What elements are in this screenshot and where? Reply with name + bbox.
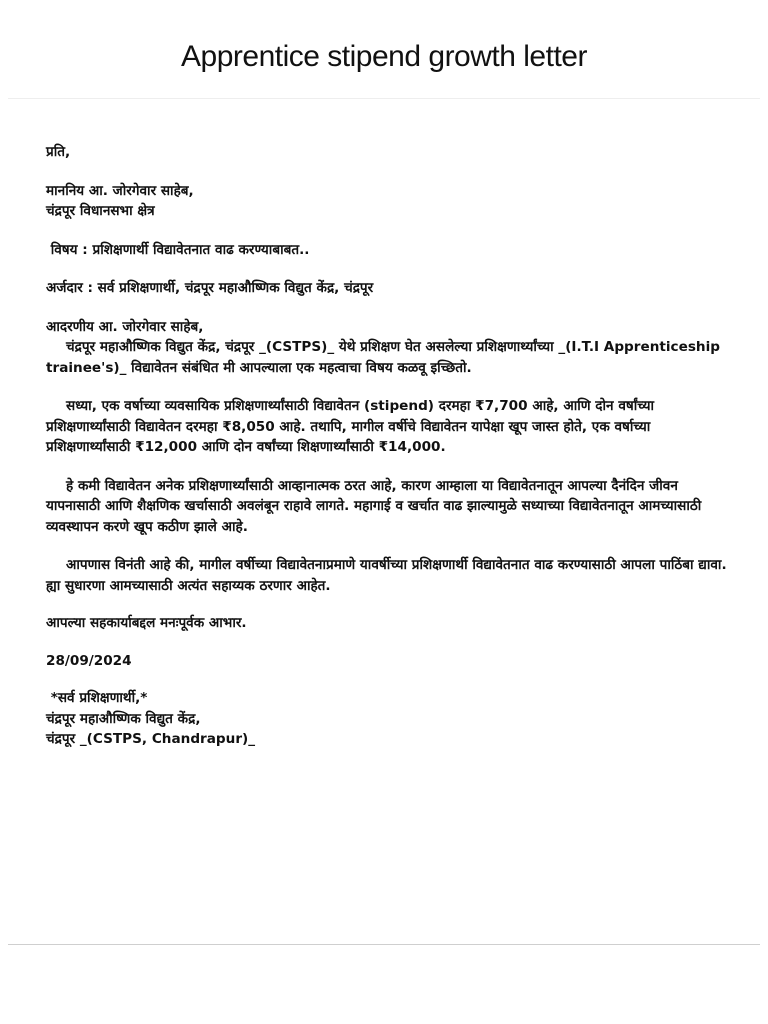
signoff-place: चंद्रपूर _(CSTPS, Chandrapur)_	[46, 731, 256, 747]
title-divider	[8, 98, 760, 99]
recipient-constituency: चंद्रपूर विधानसभा क्षेत्र	[46, 203, 155, 219]
recipient-name: माननिय आ. जोरगेवार साहेब,	[46, 182, 194, 199]
footer-divider	[8, 944, 760, 945]
letter-applicant: अर्जदार : सर्व प्रशिक्षणार्थी, चंद्रपूर महाऔष्णिक विद्युत केंद्र, चंद्रपूर	[46, 280, 374, 296]
signoff-group: *सर्व प्रशिक्षणार्थी,*	[46, 690, 148, 706]
letter-paragraph-stipend: सध्या, एक वर्षाच्या व्यवसायिक प्रशिक्षणार्थ्यांसाठी विद्यावेतन (stipend) दरमहा ₹7,700 आहे, आणि दोन वर्षांच्या प्रशिक्षणार्थ्यांसाठी विद्यावेतन दरमहा ₹8,050 आहे. तथापि, मागील वर्षीचे विद्यावेतन यापेक्षा खूप जास्त होते, एक वर्षाच्या प्रशिक्षणार्थ्यांसाठी ₹12,000 आणि दोन वर्षांच्या शिक्षणार्थ्यांसाठी ₹14,000.	[46, 398, 655, 455]
letter-paragraph-request: आपणास विनंती आहे की, मागील वर्षीच्या विद्यावेतनाप्रमाणे यावर्षीच्या प्रशिक्षणार्थी विद्यावेतनात वाढ करण्यासाठी आपला पाठिंबा द्यावा. ह्या सुधारणा आमच्यासाठी अत्यंत सहाय्यक ठरणार आहेत.	[46, 557, 727, 594]
letter-date: 28/09/2024	[46, 652, 132, 669]
letter-paragraph-hardship: हे कमी विद्यावेतन अनेक प्रशिक्षणार्थ्यांसाठी आव्हानात्मक ठरत आहे, कारण आम्हाला या विद्यावेतनातून आपल्या दैनंदिन जीवन यापनासाठी आणि शैक्षणिक खर्चासाठी अवलंबून राहावे लागते. महागाई व खर्चात वाढ झाल्यामुळे सध्याच्या विद्यावेतनातून आमच्यासाठी व्यवस्थापन करणे खूप कठीण झाले आहे.	[46, 477, 702, 535]
page-title: Apprentice stipend growth letter	[181, 40, 587, 73]
letter-paragraph-intro: चंद्रपूर महाऔष्णिक विद्युत केंद्र, चंद्रपूर _(CSTPS)_ येथे प्रशिक्षण घेत असलेल्या प्रशिक्षणार्थ्यांच्या _(I.T.I Apprenticeship trainee's)_ विद्यावेतन संबंधित मी आपल्याला एक महत्वाचा विषय कळवू इच्छितो.	[46, 339, 720, 376]
letter-thanks: आपल्या सहकार्याबद्दल मनःपूर्वक आभार.	[46, 615, 247, 631]
salutation-to: प्रति,	[46, 144, 71, 160]
letter-subject: विषय : प्रशिक्षणार्थी विद्यावेतनात वाढ करण्याबाबत..	[46, 241, 310, 258]
signoff-organisation: चंद्रपूर महाऔष्णिक विद्युत केंद्र,	[46, 710, 201, 727]
letter-body	[46, 142, 730, 750]
letter-greeting: आदरणीय आ. जोरगेवार साहेब,	[46, 318, 204, 335]
